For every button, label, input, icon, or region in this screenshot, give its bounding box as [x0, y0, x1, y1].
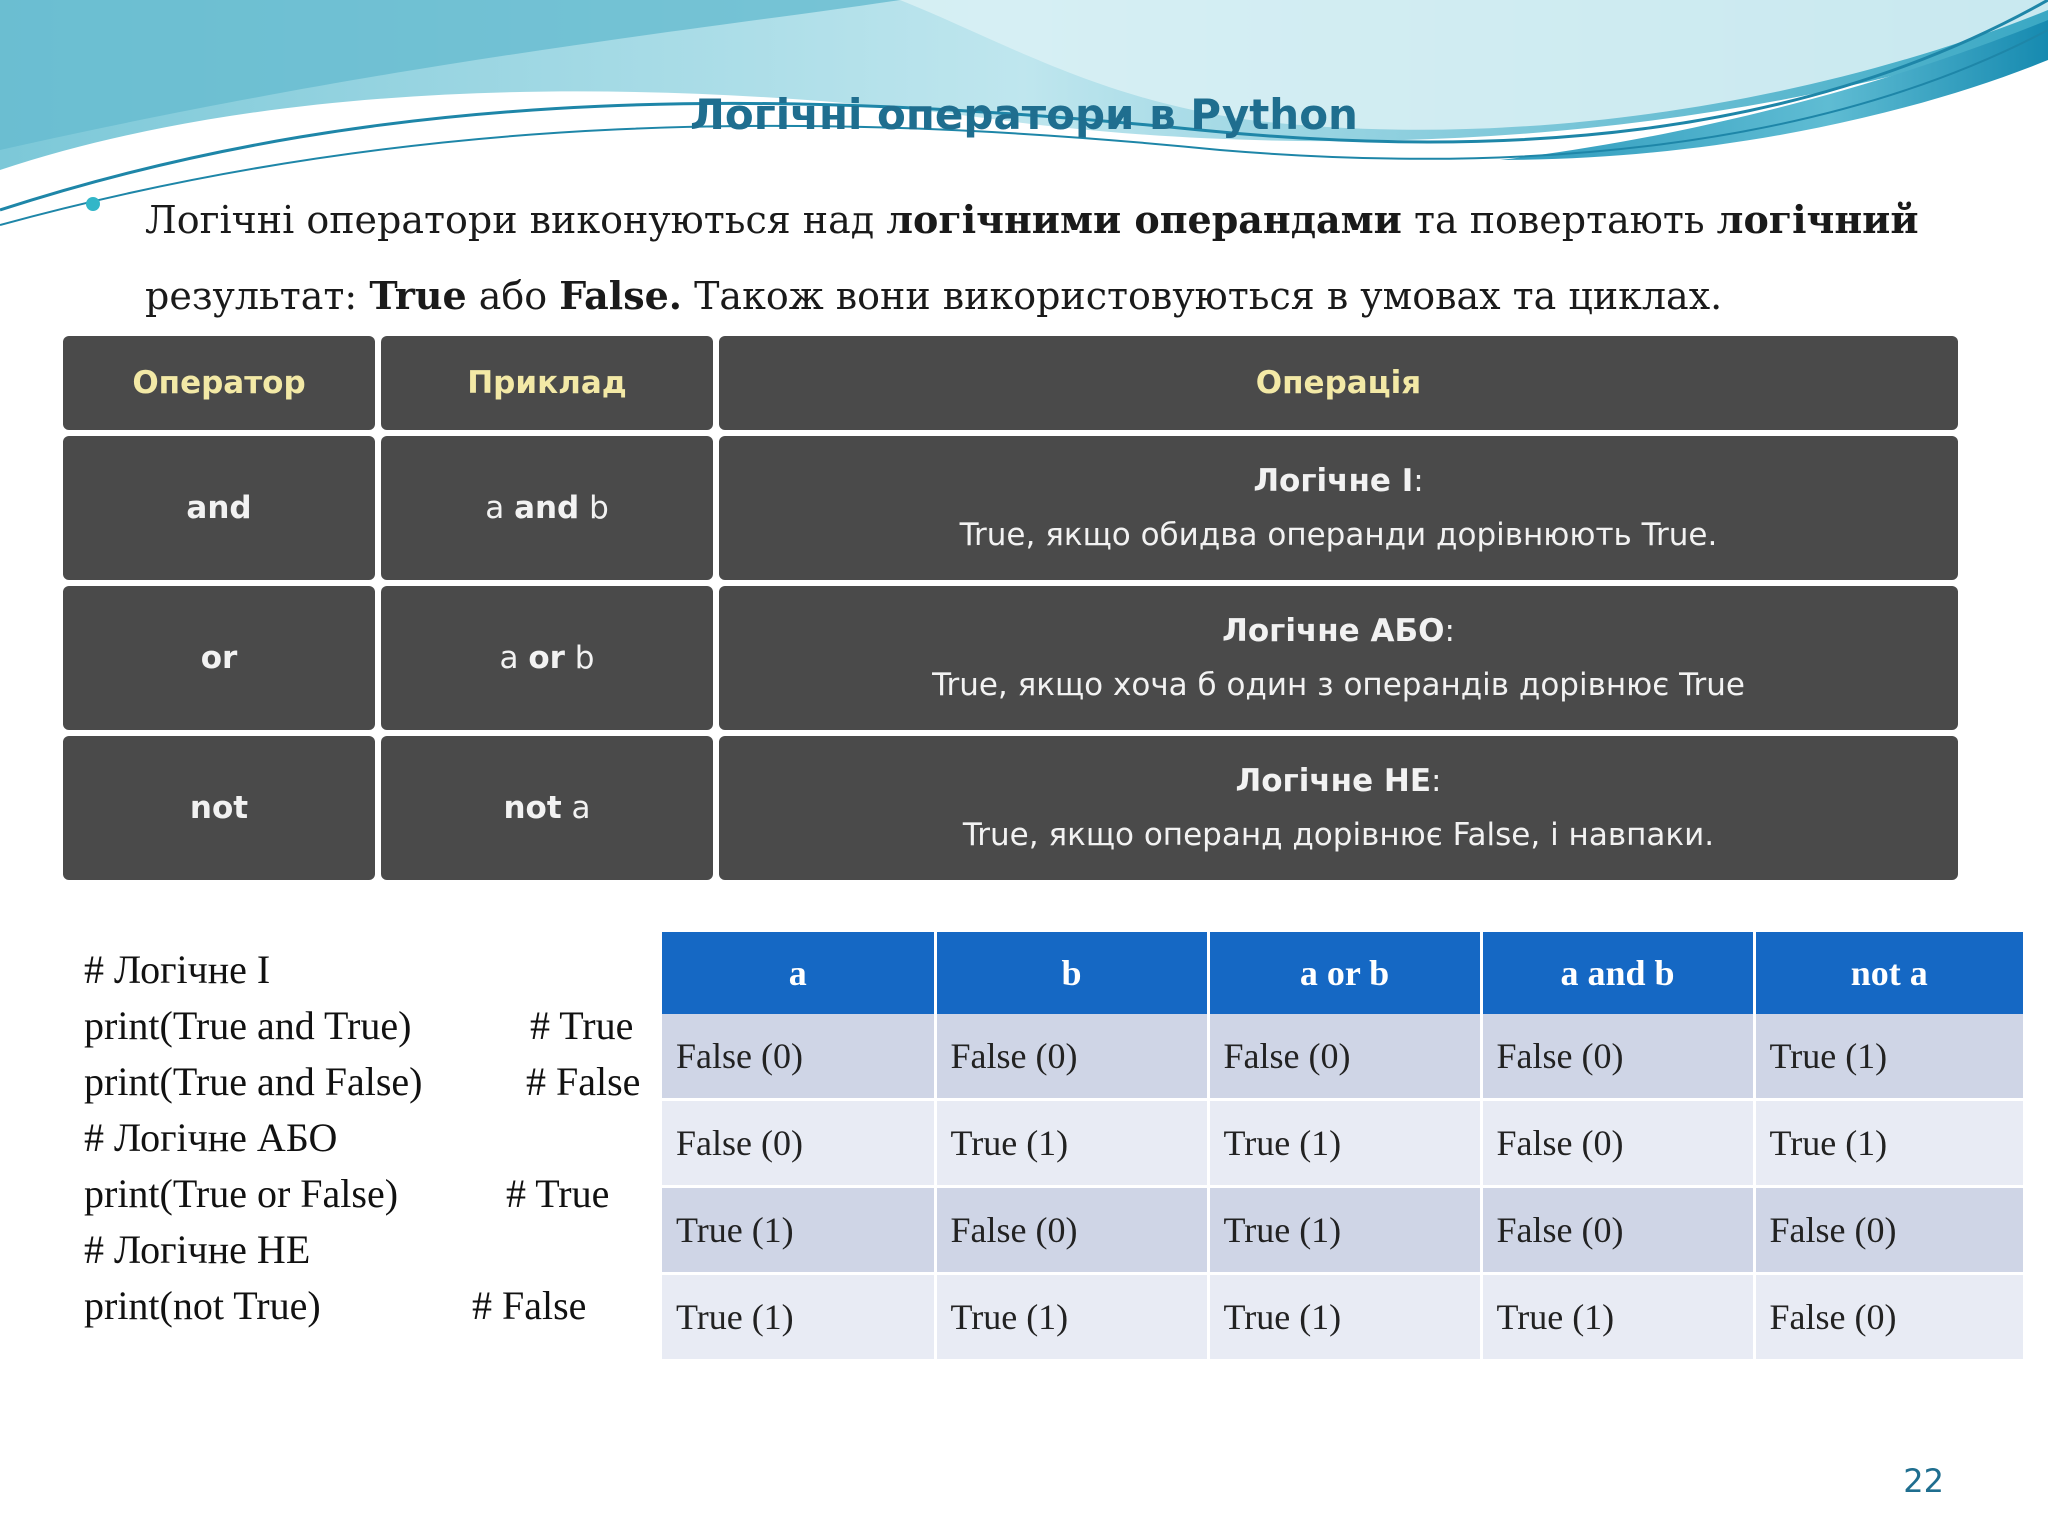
table-cell: True (1): [662, 1274, 935, 1361]
col-header-not-a: not a: [1754, 932, 2025, 1014]
table-row: [662, 1100, 2025, 1187]
col-header-operation: Операція: [719, 336, 1958, 430]
code-comment: # True: [530, 1003, 634, 1048]
table-cell: True (1): [935, 1274, 1208, 1361]
col-header-a-and-b: a and b: [1481, 932, 1754, 1014]
table-cell: False (0): [662, 1100, 935, 1187]
code-line: print(True and False) # False: [84, 1054, 664, 1110]
table-cell: False (0): [1754, 1187, 2025, 1274]
code-line: # Логічне АБО: [84, 1115, 338, 1160]
page-title: Логічні оператори в Python: [690, 90, 1358, 139]
table-cell: True (1): [1208, 1100, 1481, 1187]
table-cell: True (1): [1754, 1100, 2025, 1187]
code-line: print(True and True) # True: [84, 998, 664, 1054]
table-row: [63, 586, 1958, 730]
operator-example: a and b: [381, 436, 713, 580]
table-cell: False (0): [1208, 1014, 1481, 1100]
col-header-b: b: [935, 932, 1208, 1014]
table-row: [662, 1274, 2025, 1361]
table-cell: False (0): [662, 1014, 935, 1100]
table-cell: False (0): [935, 1187, 1208, 1274]
table-cell: False (0): [1754, 1274, 2025, 1361]
table-cell: True (1): [1208, 1274, 1481, 1361]
bullet-icon: [86, 197, 100, 211]
operator-name: not: [63, 736, 375, 880]
operator-example: a or b: [381, 586, 713, 730]
table-cell: True (1): [1208, 1187, 1481, 1274]
code-comment: # False: [526, 1059, 641, 1104]
operator-example: not a: [381, 736, 713, 880]
code-line: print(True or False) # True: [84, 1166, 664, 1222]
operator-description: Логічне І: True, якщо обидва операнди дорівнюють True.: [719, 436, 1958, 580]
code-comment: # True: [506, 1171, 610, 1216]
operator-description: Логічне НЕ: True, якщо операнд дорівнює False, і навпаки.: [719, 736, 1958, 880]
table-cell: False (0): [1481, 1014, 1754, 1100]
code-line: print(not True) # False: [84, 1278, 664, 1334]
table-cell: True (1): [1481, 1274, 1754, 1361]
table-cell: True (1): [935, 1100, 1208, 1187]
col-header-operator: Оператор: [63, 336, 375, 430]
operator-name: and: [63, 436, 375, 580]
table-cell: False (0): [1481, 1187, 1754, 1274]
table-row: [662, 1014, 2025, 1100]
operator-name: or: [63, 586, 375, 730]
col-header-a: a: [662, 932, 935, 1014]
table-row: [63, 436, 1958, 580]
operator-description: Логічне АБО: True, якщо хоча б один з операндів дорівнює True: [719, 586, 1958, 730]
code-line: # Логічне НЕ: [84, 1227, 311, 1272]
truth-table-header: [662, 932, 2025, 1014]
table-cell: False (0): [935, 1014, 1208, 1100]
intro-paragraph: Логічні оператори виконуються над логічними операндами та повертають логічний результат: True або False. Також вони використовуються в умовах та циклах.: [145, 197, 1919, 318]
operators-table: [57, 330, 1964, 886]
truth-table: [662, 932, 2026, 1362]
col-header-example: Приклад: [381, 336, 713, 430]
page-number: 22: [1903, 1462, 1944, 1500]
table-row: [63, 736, 1958, 880]
code-line: # Логічне І: [84, 947, 271, 992]
operators-table-header: [63, 336, 1958, 430]
code-comment: # False: [472, 1283, 587, 1328]
col-header-a-or-b: a or b: [1208, 932, 1481, 1014]
table-cell: False (0): [1481, 1100, 1754, 1187]
code-example: [84, 942, 664, 1334]
table-cell: True (1): [662, 1187, 935, 1274]
table-row: [662, 1187, 2025, 1274]
table-cell: True (1): [1754, 1014, 2025, 1100]
